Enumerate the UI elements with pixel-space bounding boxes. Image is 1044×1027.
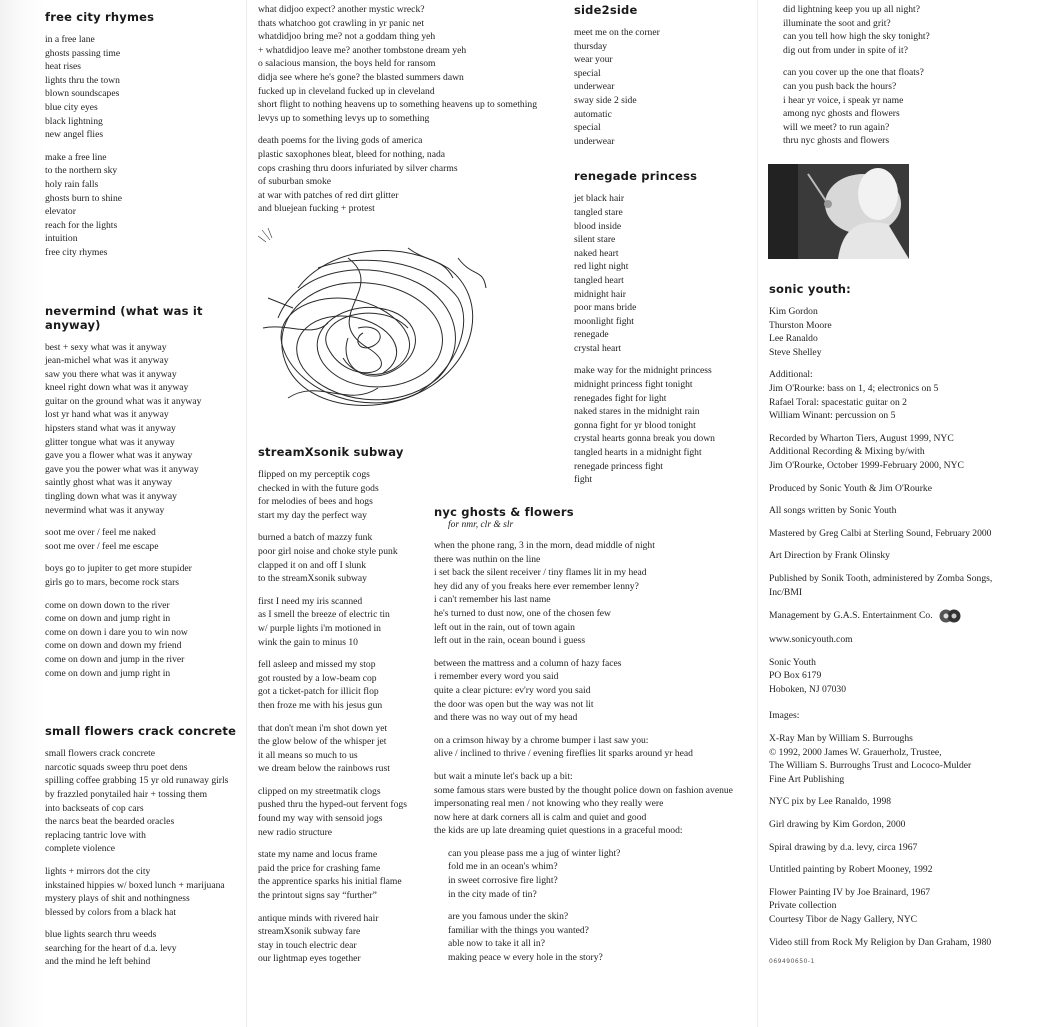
song-dedication: for nmr, clr & slr (448, 520, 514, 530)
written-credit: All songs written by Sonic Youth (769, 505, 897, 517)
lyric-line: are you famous under the skin? (448, 911, 569, 923)
lyric-line: stay in touch electric dear (258, 939, 357, 951)
lyric-line: found my way with sensoid jogs (258, 813, 383, 825)
credit-line: Inc/BMI (769, 586, 803, 598)
credit-line: Jim O'Rourke: bass on 1, 4; electronics on 5 (769, 382, 939, 394)
lyric-line: crystal heart (574, 342, 622, 354)
lyric-line: able now to take it all in? (448, 938, 545, 950)
lyric-line: thru nyc ghosts and flowers (783, 135, 890, 147)
lyric-line: plastic saxophones bleat, bleed for nothing, nada (258, 148, 446, 160)
panel-fold (246, 0, 247, 1027)
lyric-line: illuminate the soot and grit? (783, 17, 891, 29)
mailing-address (769, 656, 1039, 697)
lyric-line: special (574, 122, 601, 134)
lyric-line: meet me on the corner (574, 27, 660, 38)
mastered-credit: Mastered by Greg Calbi at Sterling Sound, February 2000 (769, 527, 992, 539)
lyric-line: didja see where he's gone? the blasted summers dawn (258, 71, 464, 83)
lyric-line: poor girl noise and choke style punk (258, 545, 398, 557)
song-small-flowers-crack-concrete (45, 724, 245, 969)
lyric-line: special (574, 67, 601, 79)
lyric-line: whatdidjoo bring me? not a goddam thing yeh (258, 31, 436, 43)
lyric-line: moonlight fight (574, 315, 634, 327)
lyric-line: and the mind he left behind (45, 956, 151, 968)
lyric-line: crystal hearts gonna break you down (574, 433, 715, 445)
column-1 (45, 10, 245, 978)
song-title: renegade princess (574, 169, 698, 184)
lyric-line: between the mattress and a column of hazy faces (434, 657, 622, 669)
lyric-line: as I smell the breeze of electric tin (258, 609, 390, 621)
lyric-line: can you please pass me a jug of winter light? (448, 847, 621, 859)
lyric-line: there was nuthin on the line (434, 553, 541, 565)
lyric-line: dig out from under in spite of it? (783, 44, 908, 56)
lyric-line: at war with patches of red dirt glitter (258, 189, 399, 201)
credits-panel (769, 282, 1039, 965)
lyric-line: small flowers crack concrete (45, 748, 156, 760)
lyric-line: to the northern sky (45, 165, 118, 177)
column-4 (783, 3, 1033, 157)
credit-line: Video still from Rock My Religion by Dan Graham, 1980 (769, 936, 992, 948)
lyric-line: naked heart (574, 247, 619, 259)
credit-line: © 1992, 2000 James W. Grauerholz, Trustee, (769, 746, 942, 758)
stanza (258, 3, 558, 125)
image-credit (769, 841, 1039, 855)
stanza (45, 526, 245, 553)
band-photo (768, 164, 909, 259)
credit-line: William Winant: percussion on 5 (769, 410, 896, 422)
lyric-line: underwear (574, 81, 615, 93)
lyric-line: searching for the heart of d.a. levy (45, 942, 177, 954)
lyric-line: that don't mean i'm shot down yet (258, 722, 388, 734)
lyric-line: gave you the power what was it anyway (45, 463, 199, 475)
lyric-line: elevator (45, 206, 76, 218)
stanza (434, 847, 764, 901)
lyric-line: i set back the silent receiver / tiny flames lit in my head (434, 567, 647, 579)
lyric-line: heat rises (45, 61, 81, 73)
lyric-line: streamXsonik subway fare (258, 926, 361, 938)
credit-line: Jim O'Rourke, October 1999-February 2000, NYC (769, 459, 964, 471)
art-direction-credit: Art Direction by Frank Olinsky (769, 550, 890, 562)
lyric-line: then froze me with his jesus gun (258, 699, 383, 711)
lyric-line: come on down and down my friend (45, 640, 182, 652)
lyric-line: familiar with the things you wanted? (448, 924, 589, 936)
stanza (434, 657, 764, 725)
credit-line: Lee Ranaldo (769, 333, 818, 345)
lyric-line: some famous stars were busted by the thought police down on fashion avenue (434, 784, 733, 796)
lyric-line: kneel right down what was it anyway (45, 382, 189, 394)
credit-line: Additional: (769, 369, 813, 381)
management-credit (769, 608, 1039, 624)
lyric-line: guitar on the ground what was it anyway (45, 395, 202, 407)
credit-line: Flower Painting IV by Joe Brainard, 1967 (769, 886, 931, 898)
lyric-line: burned a batch of mazzy funk (258, 532, 373, 544)
lyric-line: fight (574, 474, 593, 486)
lyric-line: glitter tongue what was it anyway (45, 436, 175, 448)
lyric-line: red light night (574, 261, 629, 273)
lyric-line: tingling down what was it anyway (45, 491, 177, 503)
lyric-line: fold me in an ocean's whim? (448, 861, 558, 873)
lyric-line: clipped on my streetmatik clogs (258, 785, 381, 797)
lyric-line: can you tell how high the sky tonight? (783, 31, 930, 43)
lyric-line: blue lights search thru weeds (45, 929, 157, 941)
image-credit (769, 795, 1039, 809)
lyric-line: state my name and locus frame (258, 849, 378, 861)
lyric-line: sway side 2 side (574, 94, 637, 106)
lyric-line: spilling coffee grabbing 15 yr old runaway girls (45, 775, 229, 787)
lyric-line: first I need my iris scanned (258, 595, 363, 607)
lyric-line: soot me over / feel me escape (45, 540, 159, 552)
lyric-line: by frazzled ponytailed hair + tossing them (45, 788, 208, 800)
lyric-line: and there was no way out of my head (434, 712, 578, 724)
lyric-line: will we meet? to run again? (783, 121, 890, 133)
lyric-line: death poems for the living gods of america (258, 135, 423, 147)
lyric-line: ghosts burn to shine (45, 192, 123, 204)
recording-credits (769, 432, 1039, 473)
lyric-line: come on down and jump right in (45, 667, 171, 679)
column-2 (258, 3, 558, 225)
credit-line: Published by Sonik Tooth, administered by Zomba Songs, (769, 572, 993, 584)
lyric-line: replacing tantric love with (45, 829, 146, 841)
song-nevermind (45, 304, 245, 681)
song-title: nevermind (what was it anyway) (45, 303, 203, 332)
lyric-line: automatic (574, 108, 612, 120)
lyric-line: jet black hair (574, 193, 625, 205)
produced-credit: Produced by Sonic Youth & Jim O'Rourke (769, 482, 932, 494)
lyric-line: can you push back the hours? (783, 80, 897, 92)
credit-line: NYC pix by Lee Ranaldo, 1998 (769, 796, 892, 808)
lyric-line: flipped on my perceptik cogs (258, 469, 370, 480)
song-nyc-ghosts-continued (783, 3, 1033, 148)
lyric-line: saw you there what was it anyway (45, 368, 177, 380)
stanza (45, 562, 245, 589)
lyric-line: what didjoo expect? another mystic wreck? (258, 4, 425, 15)
lyric-line: midnight hair (574, 288, 626, 300)
credit-line: Hoboken, NJ 07030 (769, 683, 847, 695)
band-members (769, 305, 1039, 359)
song-title: streamXsonik subway (258, 445, 404, 459)
credit-line: Girl drawing by Kim Gordon, 2000 (769, 819, 906, 831)
stanza (45, 747, 245, 856)
publishing-credit (769, 572, 1039, 599)
credit-line: Spiral drawing by d.a. levy, circa 1967 (769, 841, 918, 853)
credit-line: Fine Art Publishing (769, 773, 845, 785)
lyric-line: to the streamXsonik subway (258, 573, 367, 585)
stanza (258, 134, 558, 216)
credit-line: Rafael Toral: spacestatic guitar on 2 (769, 396, 907, 408)
lyric-line: soot me over / feel me naked (45, 527, 156, 539)
lyric-line: new angel flies (45, 129, 104, 141)
lyric-line: the door was open but the way was not lit (434, 698, 594, 710)
lyric-line: start my day the perfect way (258, 509, 367, 521)
stanza (45, 341, 245, 518)
lyric-line: black lightning (45, 115, 103, 127)
lyric-line: holy rain falls (45, 178, 99, 190)
lyric-line: in a free lane (45, 34, 95, 45)
lyric-line: make a free line (45, 151, 107, 163)
lyric-line: reach for the lights (45, 219, 118, 231)
lyric-line: renegades fight for light (574, 392, 667, 404)
images-heading: Images: (769, 710, 800, 722)
lyric-line: paid the price for crashing fame (258, 862, 381, 874)
lyric-line: girls go to mars, become rock stars (45, 577, 180, 588)
lyric-line: fucked up in cleveland fucked up in cleveland (258, 85, 435, 97)
lyric-line: tangled heart (574, 274, 624, 286)
lyric-line: thats whatchoo got crawling in yr panic net (258, 17, 424, 29)
lyric-line: antique minds with rivered hair (258, 912, 379, 924)
lyric-line: for melodies of bees and hogs (258, 496, 373, 508)
image-credits (769, 732, 1039, 949)
management-text: Management by G.A.S. Entertainment Co. (769, 610, 933, 622)
lyric-line: w/ purple lights i'm motioned in (258, 622, 381, 634)
image-credit (769, 886, 1039, 927)
lyric-line: left out in the rain, ocean bound i guess (434, 635, 586, 647)
lyric-line: thursday (574, 40, 608, 52)
lyric-line: blue city eyes (45, 101, 98, 113)
song-nyc-ghosts-and-flowers (434, 505, 764, 965)
lyric-line: it all means so much to us (258, 749, 358, 761)
song-title: small flowers crack concrete (45, 724, 237, 739)
lyric-line: the glow below of the whisper jet (258, 736, 387, 748)
lyric-line: poor mans bride (574, 302, 637, 314)
credit-line: The William S. Burroughs Trust and Lococo-Mulder (769, 760, 972, 772)
stanza (574, 364, 754, 486)
credit-line: Untitled painting by Robert Mooney, 1992 (769, 864, 933, 876)
lyric-line: tangled hearts in a midnight fight (574, 447, 702, 459)
lyric-line: the printout signs say “further” (258, 890, 377, 902)
lyric-line: among nyc ghosts and flowers (783, 108, 900, 120)
lyric-line: impersonating real men / not knowing who they really were (434, 798, 664, 810)
lyric-line: did lightning keep you up all night? (783, 4, 920, 15)
lyric-line: o salacious mansion, the boys held for ransom (258, 58, 436, 70)
image-credit (769, 863, 1039, 877)
credit-line: PO Box 6179 (769, 670, 822, 682)
song-renegade-princess (574, 169, 754, 486)
lyric-line: our lightmap eyes together (258, 953, 361, 965)
lyric-line: when the phone rang, 3 in the morn, dead middle of night (434, 540, 655, 551)
lyric-line: clapped it on and off I slunk (258, 559, 366, 571)
song-title: nyc ghosts & flowers (434, 505, 574, 519)
lyric-line: can you cover up the one that floats? (783, 67, 924, 79)
spiral-drawing (258, 228, 490, 424)
lyric-line: silent stare (574, 234, 616, 246)
song-title: free city rhymes (45, 10, 155, 24)
website-link[interactable]: www.sonicyouth.com (769, 634, 853, 646)
lyric-line: best + sexy what was it anyway (45, 341, 167, 353)
image-credit (769, 936, 1039, 950)
lyric-line: but wait a minute let's back up a bit: (434, 770, 573, 782)
lyric-line: complete violence (45, 843, 116, 855)
column-3b (434, 505, 764, 974)
lyric-line: midnight princess fight tonight (574, 379, 693, 391)
stanza (45, 928, 245, 969)
lyric-line: new radio structure (258, 826, 333, 838)
credit-line: Sonic Youth (769, 656, 816, 668)
credit-line: Additional Recording & Mixing by/with (769, 446, 925, 458)
lyric-line: come on down and jump in the river (45, 653, 185, 665)
lyric-line: mystery plays of shit and nothingness (45, 893, 190, 905)
lyric-line: blessed by colors from a black hat (45, 906, 177, 918)
lyric-line: blood inside (574, 220, 622, 232)
lyric-line: we dream below the rainbows rust (258, 763, 390, 775)
lyric-line: + whatdidjoo leave me? another tombstone dream yeh (258, 44, 467, 56)
lyric-line: i remember every word you said (434, 671, 559, 683)
lyric-line: pushed thru the hyped-out fervent fogs (258, 799, 407, 811)
credit-line: X-Ray Man by William S. Burroughs (769, 733, 913, 745)
stanza (434, 734, 764, 761)
stanza (45, 599, 245, 681)
stanza (45, 865, 245, 919)
catalog-number: 069490650-1 (769, 958, 815, 966)
lyric-line: checked in with the future gods (258, 482, 379, 494)
lyric-line: cops crashing thru doors infuriated by silver charms (258, 162, 458, 174)
song-small-flowers-continued (258, 3, 558, 216)
lyric-line: renegade (574, 329, 609, 341)
lyric-line: lights thru the town (45, 74, 120, 86)
stanza (574, 26, 754, 148)
lyric-line: hey did any of you freaks here ever remember lenny? (434, 580, 639, 592)
lyric-line: renegade princess fight (574, 460, 663, 472)
lyric-line: make way for the midnight princess (574, 365, 712, 377)
lyric-line: quite a clear picture: ev'ry word you said (434, 684, 591, 696)
lyric-line: hipsters stand what was it anyway (45, 423, 176, 435)
stanza (783, 66, 1033, 148)
lyric-line: left out in the rain, out of town again (434, 621, 575, 633)
lyric-line: he's turned to dust now, one of the chosen few (434, 607, 611, 619)
stanza (574, 192, 754, 355)
lyric-line: in the city made of tin? (448, 888, 537, 900)
lyric-line: short flight to nothing heavens up to something heavens up to something (258, 99, 537, 111)
stanza (45, 151, 245, 260)
additional-credits (769, 368, 1039, 422)
song-title: side2side (574, 3, 638, 17)
lyric-line: come on down i dare you to win now (45, 626, 188, 638)
lyric-line: in sweet corrosive fire light? (448, 875, 558, 887)
lyric-line: underwear (574, 135, 615, 147)
lyric-line: nevermind what was it anyway (45, 504, 165, 516)
lyric-line: wear your (574, 54, 613, 66)
lyric-line: blown soundscapes (45, 88, 120, 100)
lyric-line: intuition (45, 233, 78, 245)
lyric-line: got a ticket-patch for illicit flop (258, 686, 379, 698)
lyric-line: inkstained hippies w/ boxed lunch + marijuana (45, 879, 225, 891)
lyric-line: levys up to something levys up to something (258, 112, 430, 124)
credit-line: Private collection (769, 900, 837, 912)
gas-logo-icon (939, 608, 961, 624)
lyric-line: got rousted by a low-beam cop (258, 672, 377, 684)
stanza (434, 770, 764, 838)
lyric-line: come on down down to the river (45, 599, 170, 611)
column-3 (574, 3, 754, 496)
lyric-line: free city rhymes (45, 246, 108, 258)
lyric-line: i can't remember his last name (434, 594, 551, 606)
image-credit (769, 818, 1039, 832)
credit-line: Courtesy Tibor de Nagy Gallery, NYC (769, 914, 918, 925)
lyric-line: boys go to jupiter to get more stupider (45, 563, 192, 575)
credit-line: Thurston Moore (769, 319, 832, 331)
credit-line: Recorded by Wharton Tiers, August 1999, NYC (769, 432, 954, 444)
lyric-line: narcotic squads sweep thru poet dens (45, 761, 188, 773)
lyric-line: wink the gain to minus 10 (258, 636, 358, 648)
stanza (45, 33, 245, 142)
lyric-line: now here at dark corners all is calm and quiet and good (434, 811, 647, 823)
image-credit (769, 732, 1039, 786)
credit-line: Steve Shelley (769, 346, 822, 358)
lyric-line: gonna fight for yr blood tonight (574, 419, 696, 431)
lyric-line: lost yr hand what was it anyway (45, 409, 169, 421)
song-side2side (574, 3, 754, 148)
lyric-line: lights + mirrors dot the city (45, 865, 151, 877)
lyric-line: making peace w every hole in the story? (448, 952, 603, 964)
lyric-line: gave you a flower what was it anyway (45, 450, 193, 462)
lyric-line: the apprentice sparks his initial flame (258, 876, 402, 888)
stanza (434, 910, 764, 964)
lyric-line: i hear yr voice, i speak yr name (783, 94, 904, 106)
lyric-line: jean-michel what was it anyway (45, 355, 169, 367)
lyric-line: naked stares in the midnight rain (574, 406, 700, 418)
lyric-line: come on down and jump right in (45, 613, 171, 625)
lyric-line: tangled stare (574, 206, 623, 218)
lyric-line: fell asleep and missed my stop (258, 659, 376, 671)
lyric-line: on a crimson hiway by a chrome bumper i last saw you: (434, 734, 649, 746)
lyric-line: saintly ghost what was it anyway (45, 477, 173, 489)
lyric-line: of suburban smoke (258, 176, 332, 188)
song-free-city-rhymes (45, 10, 245, 260)
lyric-line: the narcs beat the bearded oracles (45, 816, 175, 828)
lyric-line: and bluejean fucking + protest (258, 203, 375, 215)
lyric-line: the kids are up late dreaming quiet questions in a graceful mood: (434, 825, 683, 837)
stanza (783, 3, 1033, 57)
lyric-line: ghosts passing time (45, 47, 121, 59)
stanza (434, 539, 764, 648)
lyric-line: into backseats of cop cars (45, 802, 144, 814)
band-title: sonic youth: (769, 282, 851, 296)
credit-line: Kim Gordon (769, 306, 818, 317)
lyric-line: alive / inclined to thrive / evening fireflies lit sparks around yr head (434, 748, 693, 760)
